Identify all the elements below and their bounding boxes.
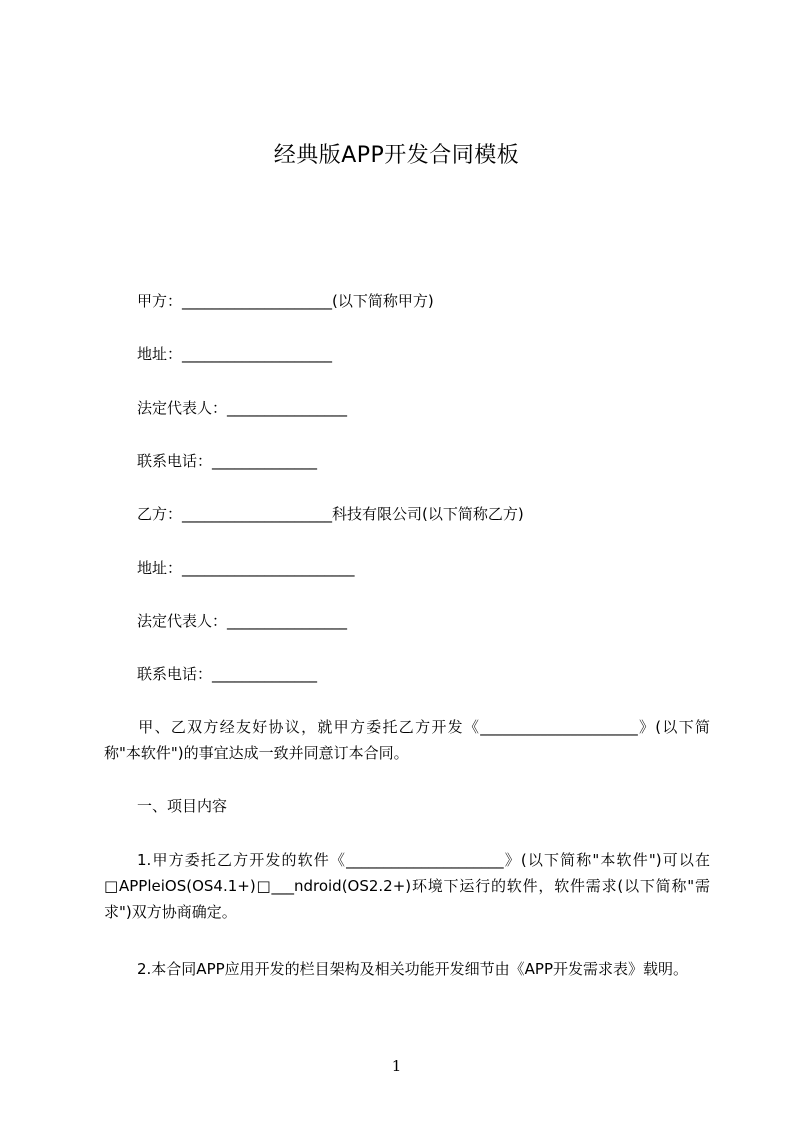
clause-2-text: 2.本合同APP应用开发的栏目架构及相关功能开发细节由《APP开发需求表》载明。 [137,960,689,978]
intro-paragraph-text: 甲、乙双方经友好协议，就甲方委托乙方开发《_____________________》(以下简称"本软件")的事宜达成一致并同意订本合同。 [104,718,710,762]
party-b-representative-line: 法定代表人：________________ [137,612,348,630]
clause-1-text: 1.甲方委托乙方开发的软件《_____________________》(以下简称"本软件")可以在□APPleiOS(OS4.1+)□___ndroid(OS2.2+)环境下运行的软件，软件需求(以下简称"需求")双方协商确定。 [104,851,710,921]
party-a-representative-line: 法定代表人：________________ [137,399,348,417]
party-a-name-line: 甲方：____________________(以下简称甲方) [137,292,434,310]
intro-paragraph [104,714,710,766]
party-a-phone-line: 联系电话：______________ [137,452,318,470]
party-b-address-line: 地址：_______________________ [137,559,355,577]
page-number: 1 [391,1057,402,1075]
clause-2-paragraph [104,956,710,982]
section-1-heading: 一、项目内容 [137,797,228,815]
party-b-name-line: 乙方：____________________科技有限公司(以下简称乙方) [137,505,524,523]
clause-1-paragraph [104,847,710,925]
party-b-phone-line: 联系电话：______________ [137,665,318,683]
party-a-address-line: 地址：____________________ [137,345,333,363]
page-title: 经典版APP开发合同模板 [273,143,520,168]
